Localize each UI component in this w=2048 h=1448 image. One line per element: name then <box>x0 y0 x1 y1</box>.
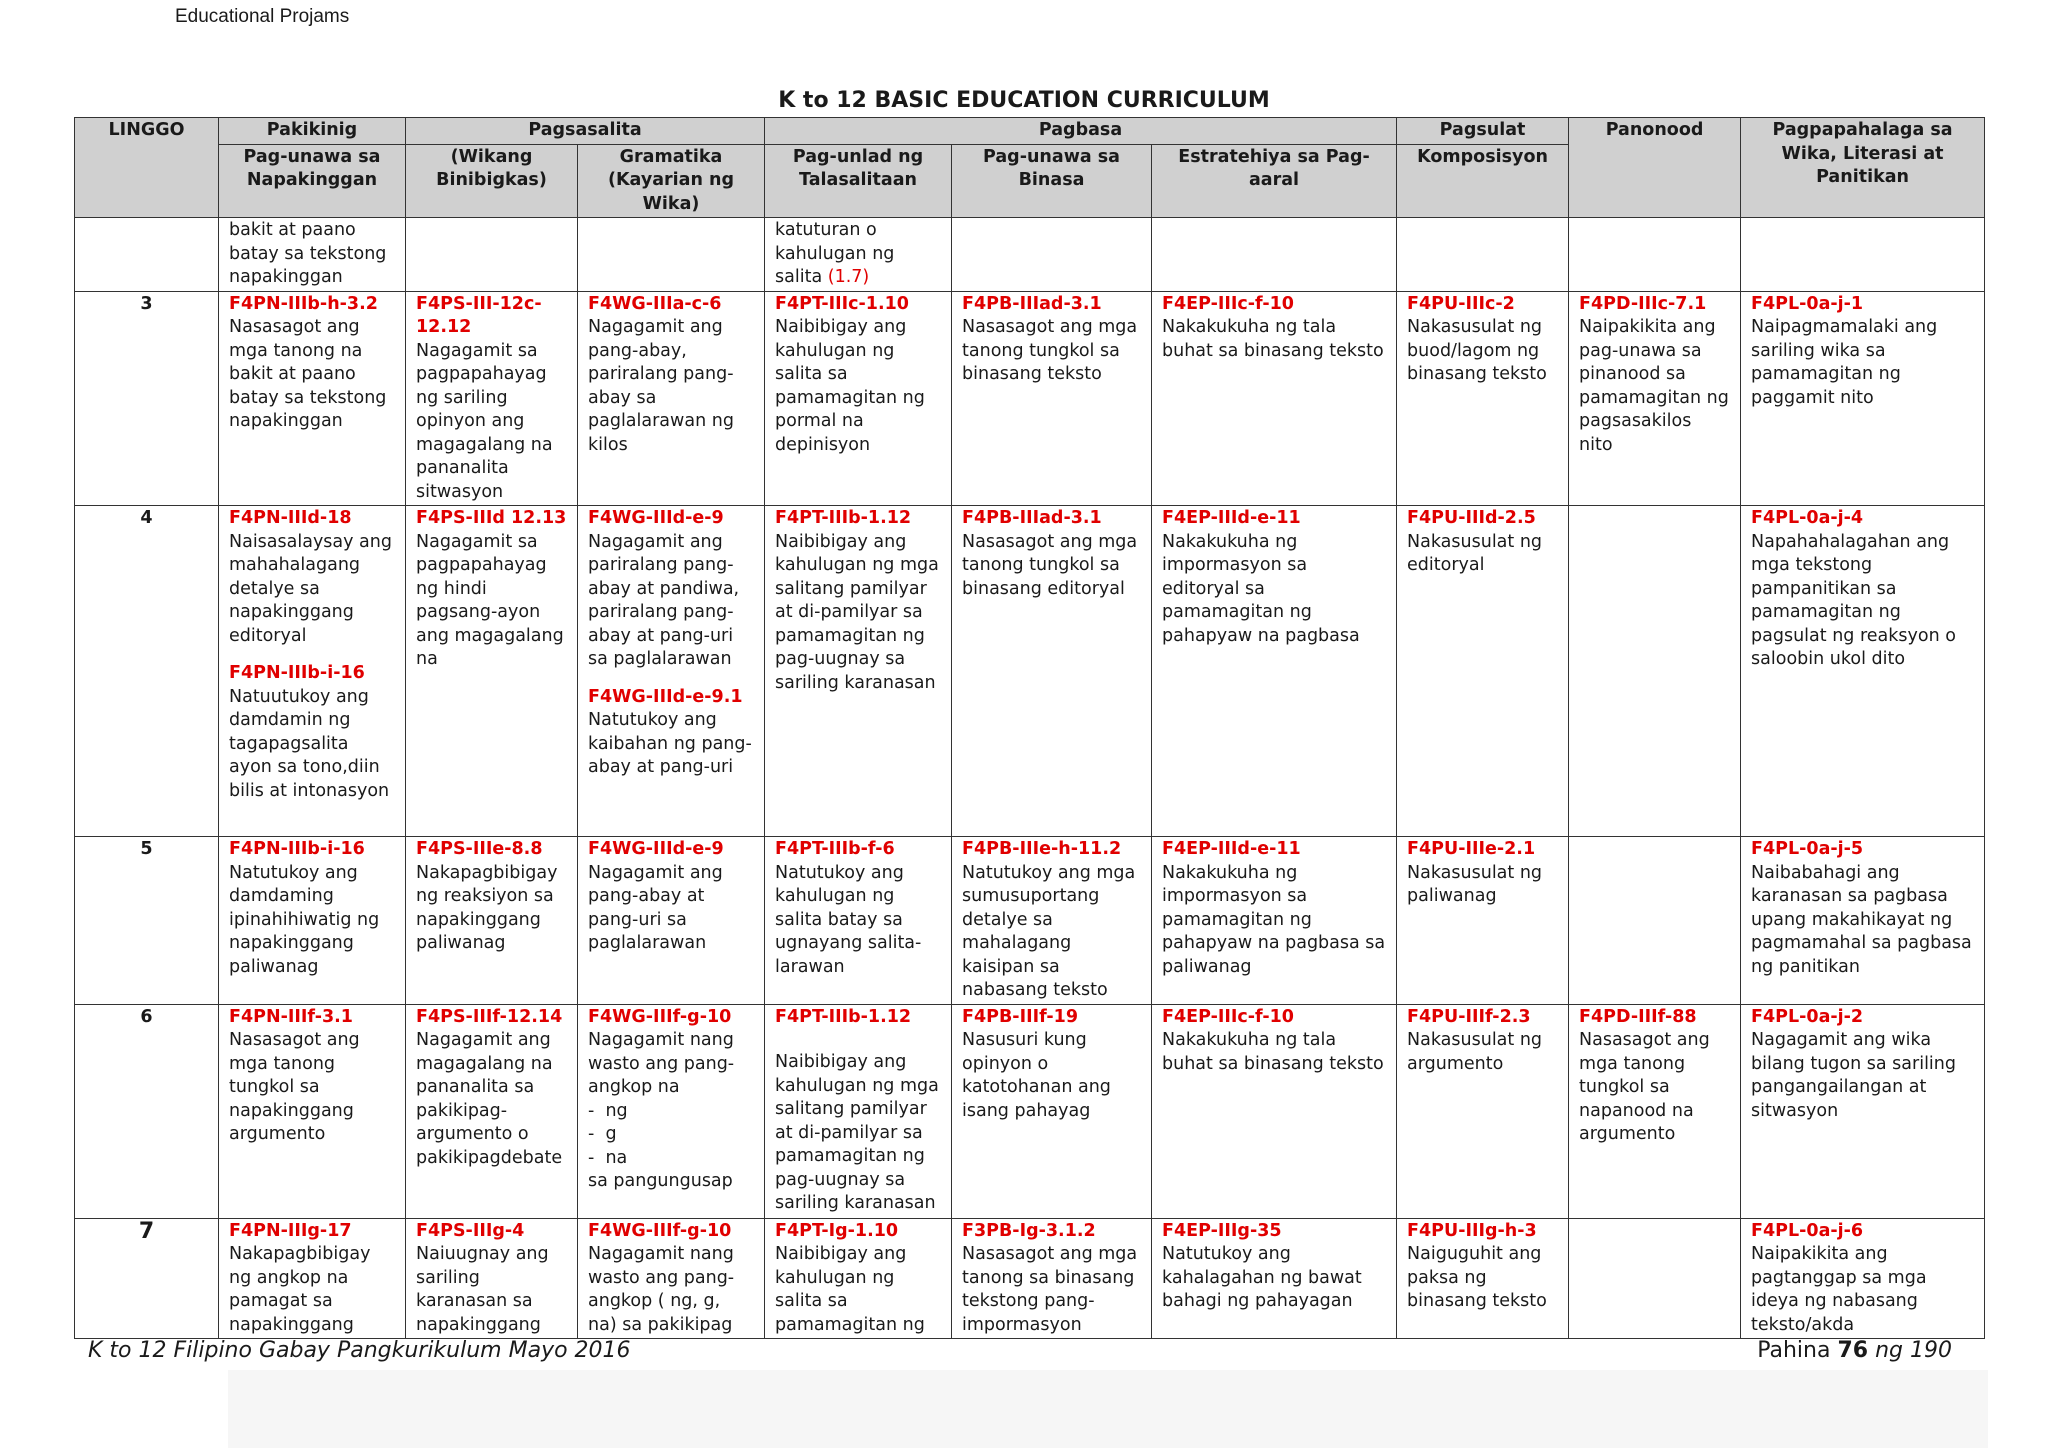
cell-text: Nakakukuha ng tala buhat sa binasang teksto <box>1162 317 1384 361</box>
cell-week: 7 <box>75 1218 219 1339</box>
competency-code: F4PT-IIIb-f-6 <box>775 839 895 859</box>
competency-code: F4WG-IIIa-c-6 <box>588 293 722 314</box>
competency-code: F4PT-IIIb-1.12 <box>775 508 912 528</box>
cell-wg <box>578 837 765 1005</box>
cell-pl <box>1741 218 1985 292</box>
cell-pl <box>1741 506 1985 837</box>
page-label: Pahina <box>1757 1338 1831 1363</box>
header-pakikinig: Pakikinig <box>219 118 406 145</box>
competency-code: F4PT-Ig-1.10 <box>775 1220 899 1241</box>
header-pagsulat: Pagsulat <box>1397 118 1569 145</box>
cell-text: Naipagmamalaki ang sariling wika sa pamamagitan ng paggamit nito <box>1751 317 1938 408</box>
table-row <box>75 506 1985 837</box>
cell-pu <box>1397 506 1569 837</box>
cell-text: Naipakikita ang pag-unawa sa pinanood sa pamamagitan ng pagsasakilos nito <box>1579 317 1729 455</box>
footer-page-number <box>1757 1338 1952 1363</box>
competency-code: F4PB-IIIad-3.1 <box>962 293 1102 314</box>
list-item-text: g <box>605 1124 617 1144</box>
cell-pu <box>1397 1218 1569 1339</box>
competency-code: F4PN-IIIg-17 <box>229 1220 352 1241</box>
competency-code: F4WG-IIIf-g-10 <box>588 1220 732 1241</box>
cell-text: Nakasusulat ng editoryal <box>1407 531 1543 575</box>
cell-pu <box>1397 1004 1569 1218</box>
list-item: - ng <box>588 1100 628 1121</box>
competency-code: F4PS-IIIe-8.8 <box>416 839 543 859</box>
cell-pt <box>765 1004 952 1218</box>
cell-text: Napahahalagahan ang mga tekstong pampanitikan sa pamamagitan ng pagsulat ng reaksyon o saloobin ukol dito <box>1751 531 1956 669</box>
cell-text: Naibibigay ang kahulugan ng salita sa pamamagitan ng pormal na depinisyon <box>775 317 925 455</box>
competency-code: F4PN-IIId-18 <box>229 508 352 528</box>
cell-pl <box>1741 1218 1985 1339</box>
cell-text: Nagagamit ang pariralang pang-abay at pandiwa, pariralang pang-abay at pang-uri sa paglalarawan <box>588 531 740 669</box>
cell-text: Nakasusulat ng argumento <box>1407 1030 1543 1074</box>
competency-code: F4PU-IIIe-2.1 <box>1407 839 1536 859</box>
cell-text: Nasasagot ang mga tanong sa binasang tekstong pang-impormasyon <box>962 1244 1138 1335</box>
cell-week: 6 <box>75 1004 219 1218</box>
cell-text: Nagagamit sa pagpapahayag ng sariling opinyon ang magagalang na pananalita sitwasyon <box>416 340 553 502</box>
cell-pn <box>219 291 406 506</box>
cell-text: Natutukoy ang kahulugan ng salita batay sa ugnayang salita-larawan <box>775 862 922 977</box>
cell-ep <box>1152 291 1397 506</box>
competency-code: F4EP-IIIg-35 <box>1162 1220 1282 1241</box>
cell-text: Natutukoy ang damdaming ipinahihiwatig ng napakinggang paliwanag <box>229 862 380 977</box>
cell-text: Nakasusulat ng buod/lagom ng binasang teksto <box>1407 317 1547 384</box>
cell-pd <box>1569 506 1741 837</box>
cell-text: Natutukoy ang mga sumusuportang detalye sa mahalagang kaisipan sa nabasang teksto <box>962 862 1136 1000</box>
table-row <box>75 837 1985 1005</box>
competency-code: F4PU-IIIg-h-3 <box>1407 1220 1537 1241</box>
header-linggo: LINGGO <box>75 118 219 218</box>
header-pagpapahalaga: Pagpapahalaga sa Wika, Literasi at Panitikan <box>1741 118 1985 218</box>
table-row-continuation <box>75 218 1985 292</box>
cell-pt <box>765 1218 952 1339</box>
competency-code: F4PL-0a-j-5 <box>1751 839 1864 859</box>
table-row <box>75 291 1985 506</box>
cell-ep <box>1152 1218 1397 1339</box>
cell-pn <box>219 218 406 292</box>
cell-text: Nakapagbibigay ng angkop na pamagat sa napakinggang <box>229 1244 371 1335</box>
cell-text: Natutukoy ang kaibahan ng pang-abay at pang-uri <box>588 710 752 777</box>
footer-document-name: K to 12 Filipino Gabay Pangkurikulum Mayo 2016 <box>88 1338 631 1363</box>
cell-ep <box>1152 218 1397 292</box>
competency-code: F4PL-0a-j-2 <box>1751 1006 1864 1027</box>
competency-code: F4WG-IIId-e-9 <box>588 508 724 528</box>
page-of-label: ng <box>1875 1338 1903 1363</box>
cell-text: Nakakukuha ng tala buhat sa binasang teksto <box>1162 1030 1384 1074</box>
reference-number: (1.7) <box>827 267 870 287</box>
cell-week: 4 <box>75 506 219 837</box>
cell-text: Nasasagot ang mga tanong na bakit at paano batay sa tekstong napakinggan <box>229 317 387 431</box>
cell-week: 3 <box>75 291 219 506</box>
cell-pn <box>219 837 406 1005</box>
cell-text: Nasasagot ang mga tanong tungkol sa binasang teksto <box>962 317 1138 384</box>
cell-week <box>75 218 219 292</box>
competency-code: F4EP-IIIc-f-10 <box>1162 1006 1294 1027</box>
competency-code: F4PN-IIIb-i-16 <box>229 663 365 683</box>
competency-code: F4PB-IIIf-19 <box>962 1006 1079 1027</box>
cell-text: katuturan o kahulugan ng salita <box>775 220 895 287</box>
competency-code: F4PU-IIId-2.5 <box>1407 508 1536 528</box>
cell-text: Naiuugnay ang sariling karanasan sa napakinggang <box>416 1244 549 1335</box>
table-row <box>75 1004 1985 1218</box>
cell-text: Naibabahagi ang karanasan sa pagbasa upang makahikayat ng pagmamahal sa pagbasa ng panitikan <box>1751 862 1972 977</box>
header-komposisyon: Komposisyon <box>1397 144 1569 218</box>
header-pagsasalita: Pagsasalita <box>406 118 765 145</box>
cell-text: Nagagamit nang wasto ang pang-angkop ( ng, g, na) sa pakikipag <box>588 1244 735 1335</box>
table-row <box>75 1218 1985 1339</box>
list-item: - g <box>588 1124 617 1144</box>
document-title: K to 12 BASIC EDUCATION CURRICULUM <box>778 88 1270 113</box>
competency-code: F4WG-IIIf-g-10 <box>588 1006 732 1027</box>
competency-code: F4EP-IIId-e-11 <box>1162 839 1301 859</box>
header-pag-unawa-napakinggan: Pag-unawa sa Napakinggan <box>219 144 406 218</box>
cell-pt <box>765 218 952 292</box>
cell-pd <box>1569 1218 1741 1339</box>
cell-pu <box>1397 291 1569 506</box>
competency-code: F4PN-IIIb-h-3.2 <box>229 293 378 314</box>
competency-code: F4PS-IIIf-12.14 <box>416 1006 563 1027</box>
header-row-1 <box>75 118 1985 145</box>
cell-pb <box>952 1004 1152 1218</box>
cell-text: Natutukoy ang kahalagahan ng bawat bahagi ng pahayagan <box>1162 1244 1362 1311</box>
cell-text: Nagagamit ang pang-abay, pariralang pang-abay sa paglalarawan ng kilos <box>588 317 734 455</box>
cell-text: Naibibigay ang kahulugan ng salita sa pamamagitan ng <box>775 1244 925 1335</box>
cell-wg <box>578 218 765 292</box>
competency-code: F4PU-IIIc-2 <box>1407 293 1515 314</box>
cell-pt <box>765 506 952 837</box>
cell-text: Naiguguhit ang paksa ng binasang teksto <box>1407 1244 1547 1311</box>
cell-wg <box>578 291 765 506</box>
page-total: 190 <box>1910 1338 1952 1363</box>
list-item-text: na <box>605 1147 628 1168</box>
cell-pt <box>765 291 952 506</box>
competency-code: F4EP-IIId-e-11 <box>1162 508 1301 528</box>
cell-text: Nakakukuha ng impormasyon sa editoryal sa pamamagitan ng pahapyaw na pagbasa <box>1162 531 1360 646</box>
curriculum-table <box>74 117 1985 1339</box>
cell-pd <box>1569 1004 1741 1218</box>
competency-code: F4PL-0a-j-6 <box>1751 1220 1864 1241</box>
competency-code: F4PN-IIIf-3.1 <box>229 1006 353 1027</box>
cell-pl <box>1741 291 1985 506</box>
header-pagbasa: Pagbasa <box>765 118 1397 145</box>
cell-pb <box>952 506 1152 837</box>
cell-text: Nasasagot ang mga tanong tungkol sa napanood na argumento <box>1579 1030 1710 1144</box>
cell-text: Naibibigay ang kahulugan ng mga salitang pamilyar at di-pamilyar sa pamamagitan ng pag-uugnay sa sariling karanasan <box>775 1052 939 1213</box>
header-estratehiya: Estratehiya sa Pag-aaral <box>1152 144 1397 218</box>
competency-code: F4PS-III-12c-12.12 <box>416 293 542 337</box>
competency-code: F4WG-IIId-e-9.1 <box>588 686 743 707</box>
cell-ps <box>406 1004 578 1218</box>
competency-code: F4PS-IIId 12.13 <box>416 508 567 528</box>
header-talasalitaan: Pag-unlad ng Talasalitaan <box>765 144 952 218</box>
competency-code: F4PD-IIIf-88 <box>1579 1006 1697 1027</box>
competency-code: F4PD-IIIc-7.1 <box>1579 293 1707 314</box>
competency-code: F4PU-IIIf-2.3 <box>1407 1006 1531 1027</box>
cell-pb <box>952 1218 1152 1339</box>
cell-pu <box>1397 218 1569 292</box>
cell-text: Naipakikita ang pagtanggap sa mga ideya ng nabasang teksto/akda <box>1751 1244 1927 1335</box>
cell-ps <box>406 218 578 292</box>
cell-pd <box>1569 837 1741 1005</box>
cell-text: sa pangungusap <box>588 1171 733 1191</box>
cell-pn <box>219 1004 406 1218</box>
cell-text: Nakakukuha ng impormasyon sa pamamagitan ng pahapyaw na pagbasa sa paliwanag <box>1162 862 1386 977</box>
competency-code: F4PB-IIIad-3.1 <box>962 508 1102 528</box>
cell-week: 5 <box>75 837 219 1005</box>
cell-pt <box>765 837 952 1005</box>
watermark-text: Educational Projams <box>175 6 350 27</box>
cell-wg <box>578 1218 765 1339</box>
cell-ps <box>406 837 578 1005</box>
header-wikang-binibigkas: (Wikang Binibigkas) <box>406 144 578 218</box>
cell-text: Nakapagbibigay ng reaksiyon sa napakinggang paliwanag <box>416 862 558 953</box>
cell-text: Nasasagot ang mga tanong tungkol sa napakinggang argumento <box>229 1030 360 1144</box>
competency-code: F4PS-IIIg-4 <box>416 1220 525 1241</box>
cell-ep <box>1152 837 1397 1005</box>
header-gramatika: Gramatika (Kayarian ng Wika) <box>578 144 765 218</box>
cell-text: Nagagamit ang magagalang na pananalita sa pakikipag-argumento o pakikipagdebate <box>416 1030 563 1168</box>
competency-code: F4PL-0a-j-1 <box>1751 293 1864 314</box>
cell-wg <box>578 506 765 837</box>
cell-text: Nagagamit ang pang-abay at pang-uri sa paglalarawan <box>588 862 723 953</box>
cell-ps <box>406 291 578 506</box>
list-item-text: ng <box>605 1100 628 1121</box>
competency-code: F4WG-IIId-e-9 <box>588 839 724 859</box>
competency-code: F4PT-IIIb-1.12 <box>775 1006 912 1027</box>
cell-pn <box>219 506 406 837</box>
cell-text: Nagagamit sa pagpapahayag ng hindi pagsang-ayon ang magagalang na <box>416 531 564 669</box>
cell-text: Nasasagot ang mga tanong tungkol sa binasang editoryal <box>962 531 1138 599</box>
cell-pl <box>1741 1004 1985 1218</box>
cell-ep <box>1152 1004 1397 1218</box>
cell-text: Naisasalaysay ang mahahalagang detalye sa napakinggang editoryal <box>229 531 392 646</box>
cell-text: Nagagamit nang wasto ang pang-angkop na <box>588 1030 735 1097</box>
list-item: - na <box>588 1147 628 1168</box>
cell-text: Naibibigay ang kahulugan ng mga salitang pamilyar at di-pamilyar sa pamamagitan ng pag-uugnay sa sariling karanasan <box>775 531 939 693</box>
competency-code: F3PB-Ig-3.1.2 <box>962 1220 1096 1241</box>
cell-ps <box>406 506 578 837</box>
cell-pd <box>1569 291 1741 506</box>
cell-pb <box>952 837 1152 1005</box>
competency-code: F4EP-IIIc-f-10 <box>1162 293 1294 314</box>
cell-text: bakit at paano batay sa tekstong napakinggan <box>229 220 387 287</box>
competency-code: F4PN-IIIb-i-16 <box>229 839 365 859</box>
cell-pl <box>1741 837 1985 1005</box>
cell-text: Nakasusulat ng paliwanag <box>1407 862 1543 906</box>
cell-pu <box>1397 837 1569 1005</box>
header-panonood: Panonood <box>1569 118 1741 218</box>
competency-code: F4PT-IIIc-1.10 <box>775 293 909 314</box>
cell-pb <box>952 218 1152 292</box>
cell-text: Natuutukoy ang damdamin ng tagapagsalita ayon sa tono,diin bilis at intonasyon <box>229 686 390 801</box>
cell-text: Nasusuri kung opinyon o katotohanan ang isang pahayag <box>962 1030 1111 1121</box>
cell-pd <box>1569 218 1741 292</box>
cell-wg <box>578 1004 765 1218</box>
cell-text: Nagagamit ang wika bilang tugon sa sariling pangangailangan at sitwasyon <box>1751 1030 1956 1121</box>
cell-ps <box>406 1218 578 1339</box>
header-pag-unawa-binasa: Pag-unawa sa Binasa <box>952 144 1152 218</box>
cell-ep <box>1152 506 1397 837</box>
page-current: 76 <box>1837 1338 1869 1363</box>
cell-pn <box>219 1218 406 1339</box>
competency-code: F4PB-IIIe-h-11.2 <box>962 839 1122 859</box>
competency-code: F4PL-0a-j-4 <box>1751 508 1864 528</box>
cell-pb <box>952 291 1152 506</box>
page-shade <box>228 1370 1988 1448</box>
